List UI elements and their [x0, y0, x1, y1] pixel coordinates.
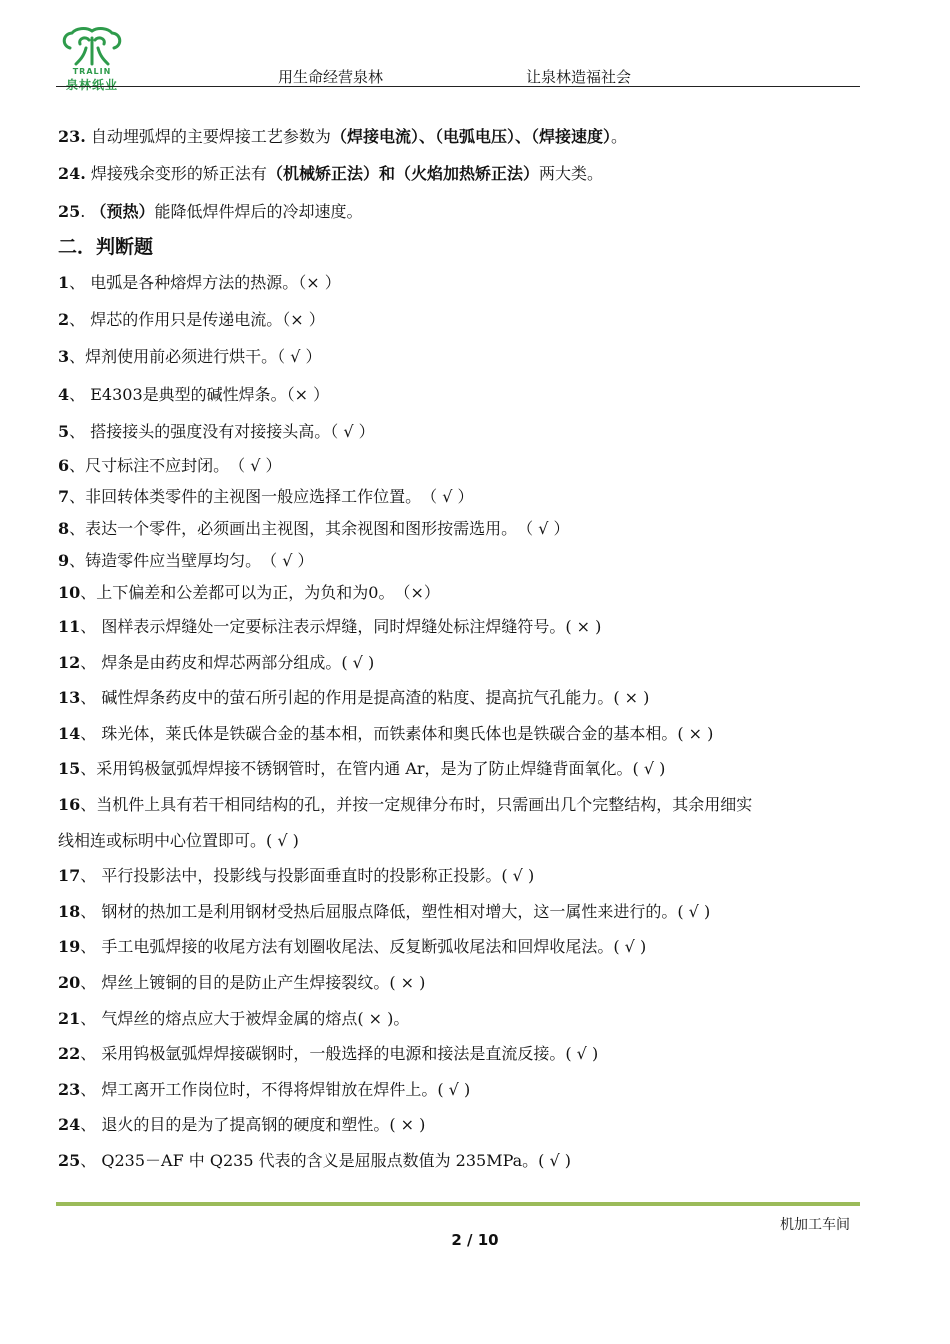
- item-number: 23: [58, 1080, 81, 1099]
- item-answer: （焊接电流）、（电弧电压）、（焊接速度）: [330, 127, 611, 146]
- item-text: 、尺寸标注不应封闭。 （ √ ）: [69, 456, 282, 475]
- item-text: 、 珠光体，莱氏体是铁碳合金的基本相，而铁素体和奥氏体也是铁碳合金的基本相。( × ): [80, 724, 714, 743]
- item-text: 、 E4303是典型的碱性焊条。（× ）: [69, 385, 330, 404]
- judge-item: [58, 721, 713, 744]
- item-text: 、上下偏差和公差都可以为正，为负和为0。 （×）: [80, 583, 440, 602]
- item-text: 、 焊芯的作用只是传递电流。（× ）: [69, 310, 325, 329]
- logo-english-name: TRALIN: [72, 67, 112, 76]
- judge-item: [58, 580, 440, 603]
- item-number: 8: [58, 519, 70, 538]
- judge-item: [58, 419, 375, 442]
- judge-item: [58, 516, 570, 539]
- judge-item: [58, 453, 282, 476]
- item-text: 、 电弧是各种熔焊方法的热源。（× ）: [69, 273, 341, 292]
- judge-item: [58, 685, 649, 708]
- item-number: 21: [58, 1009, 81, 1028]
- item-number: 23.: [58, 127, 86, 146]
- item-number: 2: [58, 310, 70, 329]
- judge-item: [58, 484, 474, 507]
- item-text: .: [80, 202, 91, 221]
- page-header: [56, 22, 860, 92]
- judge-item: [58, 270, 341, 293]
- judge-item: [58, 1006, 409, 1029]
- item-text: 、 图样表示焊缝处一定要标注表示焊缝，同时焊缝处标注焊缝符号。( × ): [80, 617, 602, 636]
- item-text: 自动埋弧焊的主要焊接工艺参数为: [85, 127, 331, 146]
- judge-item-continuation: [58, 828, 299, 851]
- judge-item: [58, 344, 322, 367]
- section-title: 二．判断题: [58, 236, 154, 258]
- header-slogan-left: 用生命经营泉林: [278, 68, 384, 86]
- header-slogan-right: 让泉林造福社会: [526, 68, 632, 86]
- item-text: 、表达一个零件，必须画出主视图，其余视图和图形按需选用。 （ √ ）: [69, 519, 570, 538]
- item-text: 、 焊工离开工作岗位时，不得将焊钳放在焊件上。( √ ): [80, 1080, 471, 1099]
- judge-item: [58, 863, 534, 886]
- item-number: 5: [58, 422, 70, 441]
- judge-item: [58, 934, 646, 957]
- judge-item: [58, 1077, 470, 1100]
- item-number: 24: [58, 1115, 81, 1134]
- page-number: 2 / 10: [451, 1231, 499, 1249]
- item-text: 、 焊丝上镀铜的目的是防止产生焊接裂纹。( × ): [80, 973, 426, 992]
- item-text: 、当机件上具有若干相同结构的孔，并按一定规律分布时，只需画出几个完整结构，其余用细实: [80, 795, 753, 814]
- item-answer: （预热）: [90, 202, 155, 221]
- item-number: 16: [58, 795, 81, 814]
- judge-item: [58, 548, 314, 571]
- item-answer: （机械矫正法）和（火焰加热矫正法）: [266, 164, 539, 183]
- item-number: 25: [58, 1151, 81, 1170]
- item-number: 9: [58, 551, 70, 570]
- item-text: 、 气焊丝的熔点应大于被焊金属的熔点( × )。: [80, 1009, 410, 1028]
- header-divider: [56, 86, 860, 87]
- item-text: 、 碱性焊条药皮中的萤石所引起的作用是提高渣的粘度、提高抗气孔能力。( × ): [80, 688, 650, 707]
- logo-chinese-name: 泉林纸业: [65, 78, 118, 92]
- judge-item: [58, 614, 601, 637]
- item-number: 19: [58, 937, 81, 956]
- fill-item: [58, 199, 362, 222]
- item-text: 、 手工电弧焊接的收尾方法有划圈收尾法、反复断弧收尾法和回焊收尾法。( √ ): [80, 937, 647, 956]
- item-number: 6: [58, 456, 70, 475]
- item-text: 线相连或标明中心位置即可。( √ ): [58, 831, 299, 850]
- judge-item: [58, 650, 374, 673]
- item-number: 7: [58, 487, 70, 506]
- item-number: 4: [58, 385, 70, 404]
- judge-item: [58, 1148, 571, 1171]
- item-text: 、非回转体类零件的主视图一般应选择工作位置。 （ √ ）: [69, 487, 474, 506]
- item-number: 18: [58, 902, 81, 921]
- item-text: 、 搭接接头的强度没有对接接头高。（ √ ）: [69, 422, 375, 441]
- item-number: 14: [58, 724, 81, 743]
- item-number: 25: [58, 202, 81, 221]
- item-text: 、 钢材的热加工是利用钢材受热后屈服点降低，塑性相对增大，这一属性来进行的。( √ ): [80, 902, 711, 921]
- item-text-end: 能降低焊件焊后的冷却速度。: [154, 202, 363, 221]
- item-text: 、 平行投影法中，投影线与投影面垂直时的投影称正投影。( √ ): [80, 866, 535, 885]
- judge-item: [58, 382, 329, 405]
- footer-department: 机加工车间: [780, 1217, 850, 1233]
- judge-item: [58, 307, 325, 330]
- item-number: 15: [58, 759, 81, 778]
- item-text: 、 采用钨极氩弧焊焊接碳钢时，一般选择的电源和接法是直流反接。( √ ): [80, 1044, 599, 1063]
- judge-item: [58, 1112, 425, 1135]
- item-text-end: 。: [610, 127, 627, 146]
- item-number: 13: [58, 688, 81, 707]
- footer-divider: [56, 1202, 860, 1206]
- judge-item: [58, 756, 665, 779]
- item-number: 17: [58, 866, 81, 885]
- judge-item: [58, 899, 710, 922]
- item-number: 10: [58, 583, 81, 602]
- fill-item: [58, 161, 603, 184]
- item-number: 12: [58, 653, 81, 672]
- item-text: 、采用钨极氩弧焊焊接不锈钢管时，在管内通 Ar，是为了防止焊缝背面氧化。( √ ): [80, 759, 666, 778]
- item-number: 22: [58, 1044, 81, 1063]
- item-number: 20: [58, 973, 81, 992]
- company-logo: [56, 26, 128, 92]
- judge-item: [58, 1041, 598, 1064]
- item-number: 24.: [58, 164, 86, 183]
- item-number: 3: [58, 347, 70, 366]
- item-text-end: 两大类。: [538, 164, 603, 183]
- item-text: 、焊剂使用前必须进行烘干。（ √ ）: [69, 347, 322, 366]
- item-text: 、铸造零件应当壁厚均匀。 （ √ ）: [69, 551, 314, 570]
- judge-item: [58, 792, 752, 815]
- fill-item: [58, 124, 627, 147]
- tree-logo-icon: [56, 26, 128, 68]
- judge-item: [58, 970, 425, 993]
- item-text: 、 退火的目的是为了提高钢的硬度和塑性。( × ): [80, 1115, 426, 1134]
- item-number: 11: [58, 617, 81, 636]
- item-text: 、 Q235－AF 中 Q235 代表的含义是屈服点数值为 235MPa。( √ ): [80, 1151, 572, 1170]
- item-number: 1: [58, 273, 70, 292]
- item-text: 、 焊条是由药皮和焊芯两部分组成。( √ ): [80, 653, 375, 672]
- item-text: 焊接残余变形的矫正法有: [85, 164, 267, 183]
